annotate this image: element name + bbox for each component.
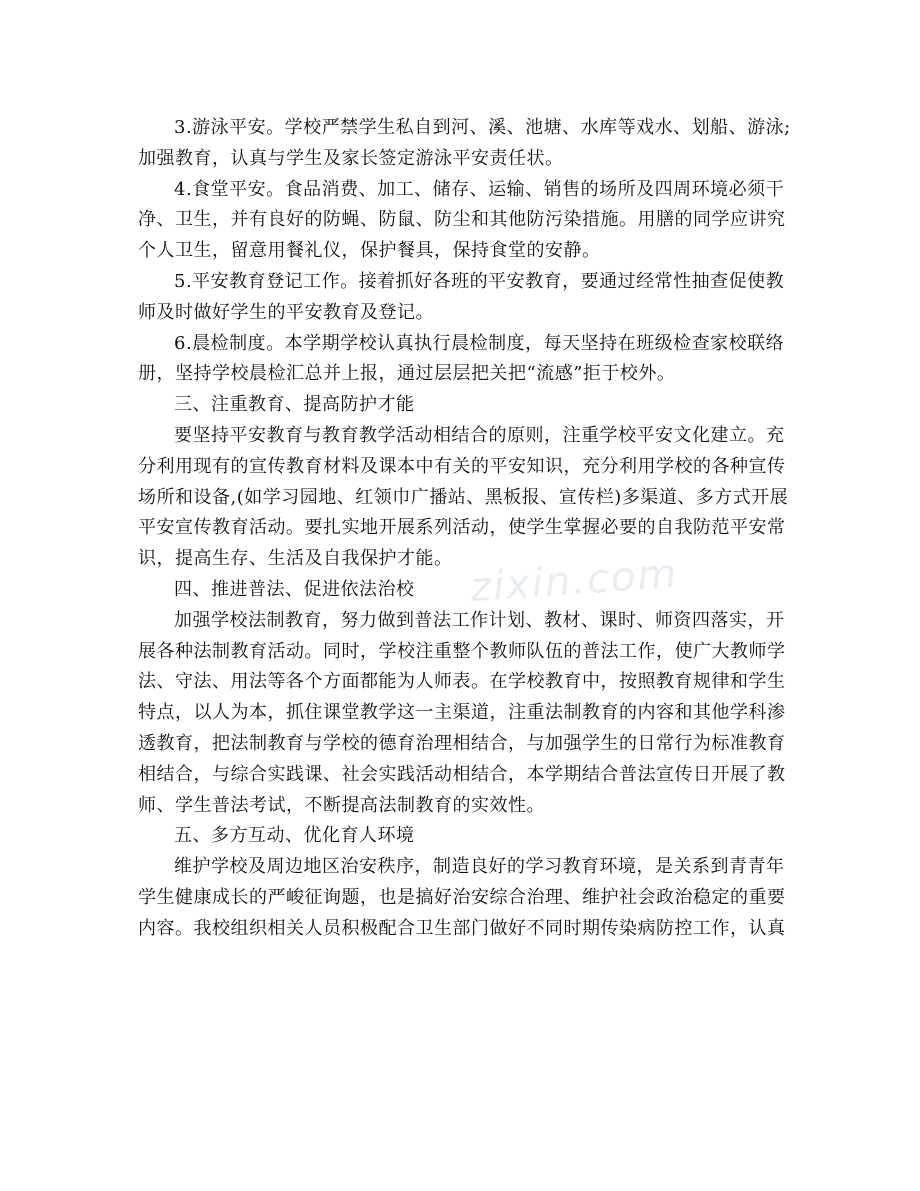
text-line: 3.游泳平安。学校严禁学生私自到河、溪、池塘、水库等戏水、划船、游泳; [174,117,791,138]
text-line: 师、学生普法考试，不断提高法制教育的实效性。 [138,794,545,816]
text-line: 五、多方互动、优化育人环境 [174,825,415,847]
text-line: 法、守法、用法等各个方面都能为人师表。在学校教育中，按照教育规律和学生 [138,671,786,693]
text-line: 个人卫生，留意用餐礼仪，保护餐具，保持食堂的安静。 [138,240,601,262]
text-line: 加强学校法制教育，努力做到普法工作计划、教材、课时、师资四落实，开 [174,609,785,631]
text-line: 内容。我校组织相关人员积极配合卫生部门做好不同时期传染病防控工作，认真 [138,917,786,939]
text-line: 净、卫生，并有良好的防蝇、防鼠、防尘和其他防污染措施。用膳的同学应讲究 [138,209,786,231]
text-line: 册，坚持学校晨检汇总并上报，通过层层把关把“流感”拒于校外。 [138,363,676,385]
text-line: 展各种法制教育活动。同时，学校注重整个教师队伍的普法工作，使广大教师学 [138,640,786,662]
text-line: 透教育，把法制教育与学校的德育治理相结合，与加强学生的日常行为标准教育 [138,732,786,754]
text-line: 学生健康成长的严峻征询题，也是搞好治安综合治理、维护社会政治稳定的重要 [138,886,786,908]
text-line: 师及时做好学生的平安教育及登记。 [138,301,434,323]
text-line: 维护学校及周边地区治安秩序，制造良好的学习教育环境，是关系到青青年 [174,856,785,878]
text-line: 相结合，与综合实践课、社会实践活动相结合，本学期结合普法宣传日开展了教 [138,763,786,785]
text-line: 6.晨检制度。本学期学校认真执行晨检制度，每天坚持在班级检查家校联络 [174,332,785,354]
text-line: 场所和设备,(如学习园地、红领巾广播站、黑板报、宣传栏)多渠道、多方式开展 [138,486,789,508]
text-line: 三、注重教育、提高防护才能 [174,394,415,416]
text-line: 特点，以人为本，抓住课堂教学这一主渠道，注重法制教育的内容和其他学科渗 [138,702,786,724]
text-line: 要坚持平安教育与教育教学活动相结合的原则，注重学校平安文化建立。充 [174,424,785,446]
document-body [138,113,791,945]
text-line: 分利用现有的宣传教育材料及课本中有关的平安知识，充分利用学校的各种宣传 [138,455,786,477]
text-line: 四、推进普法、促进依法治校 [174,578,415,600]
watermark: zixin.com [468,550,680,612]
text-line: 5.平安教育登记工作。接着抓好各班的平安教育，要通过经常性抽查促使教 [174,270,785,292]
text-line: 平安宣传教育活动。要扎实地开展系列活动，使学生掌握必要的自我防范平安常 [138,517,786,539]
text-line: 识，提高生存、生活及自我保护才能。 [138,548,453,570]
text-line: 4.食堂平安。食品消费、加工、储存、运输、销售的场所及四周环境必须干 [174,178,785,200]
text-line: 加强教育，认真与学生及家长签定游泳平安责任状。 [138,147,564,169]
